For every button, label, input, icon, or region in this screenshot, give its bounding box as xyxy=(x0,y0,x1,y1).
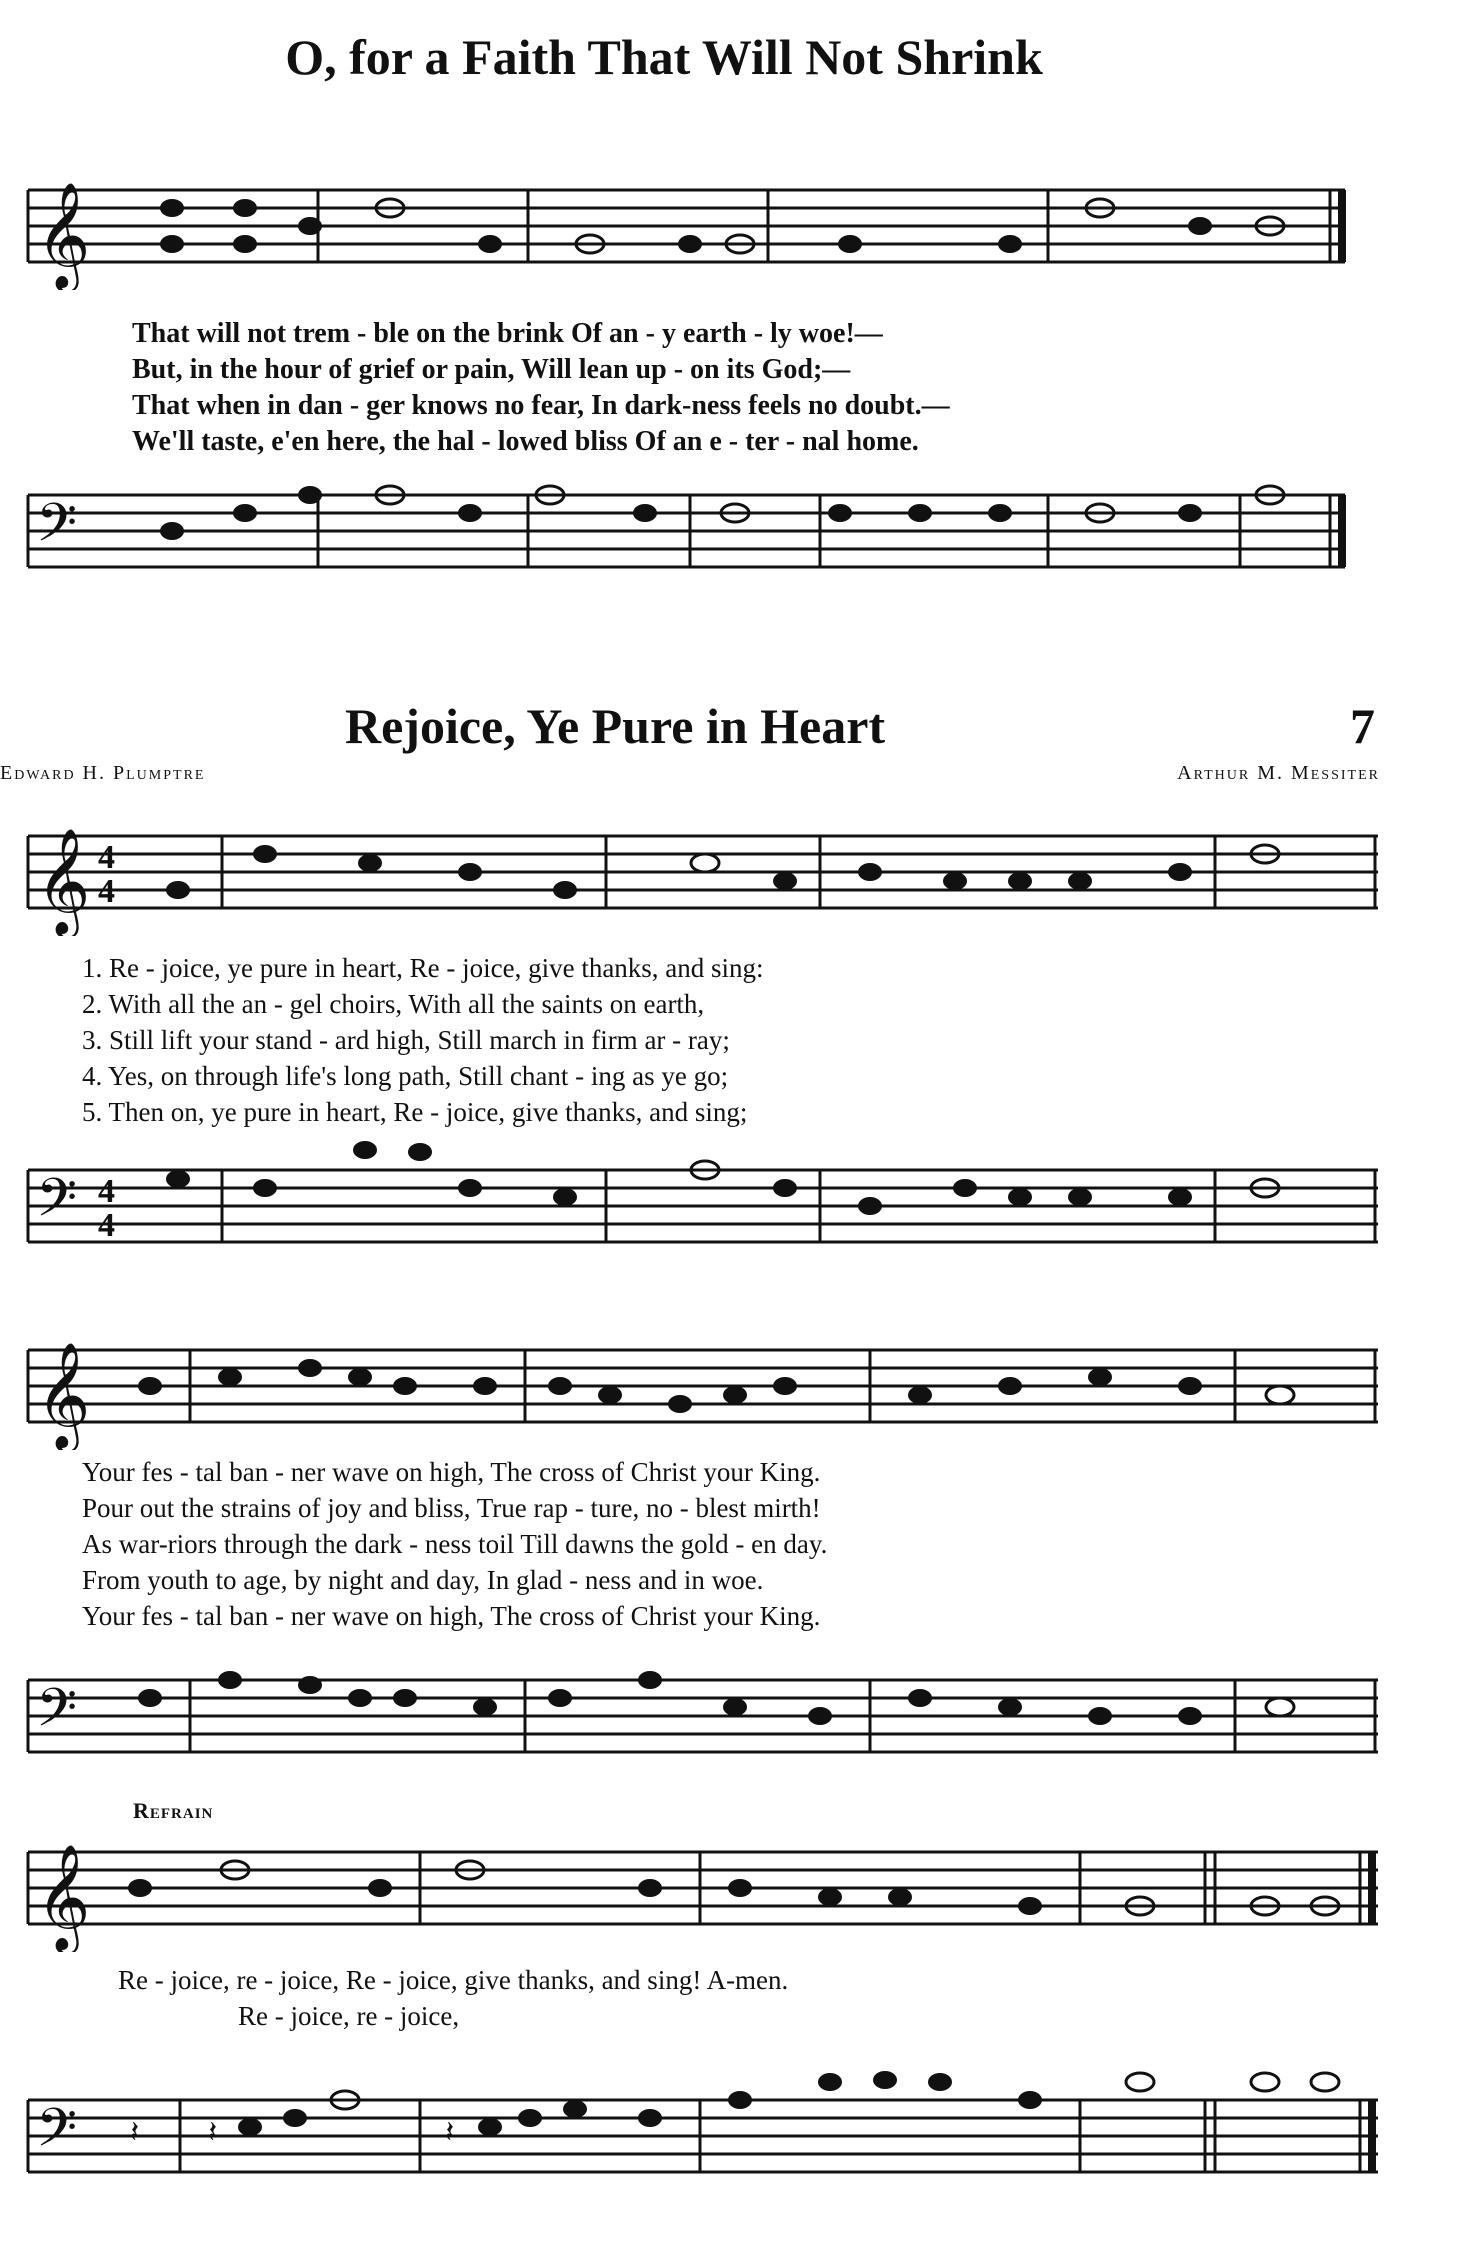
treble-staff-2 xyxy=(0,1330,1458,1450)
treble-staff-refrain xyxy=(0,1832,1458,1952)
svg-text:4: 4 xyxy=(98,1173,115,1210)
svg-text:𝄽: 𝄽 xyxy=(208,2115,218,2150)
hymn-top-title: O, for a Faith That Will Not Shrink xyxy=(285,29,1043,85)
author-credit: Edward H. Plumptre xyxy=(0,762,206,784)
refrain-line-2: Re - joice, re - joice, xyxy=(238,2001,460,2031)
verse-line: 2. With all the an - gel choirs, With all the saints on earth, xyxy=(82,989,705,1019)
verses-part-1 xyxy=(82,950,764,1130)
verse-line: 1. Re - joice, ye pure in heart, Re - joice, give thanks, and sing: xyxy=(82,953,764,983)
svg-text:𝄽: 𝄽 xyxy=(130,2115,140,2150)
verse-line: From youth to age, by night and day, In glad - ness and in woe. xyxy=(82,1565,764,1595)
lyric-line: But, in the hour of grief or pain, Will lean up - on its God;— xyxy=(132,354,851,385)
svg-text:𝄞: 𝄞 xyxy=(36,1341,91,1448)
svg-text:𝄞: 𝄞 xyxy=(36,1843,91,1950)
verse-line: As war-riors through the dark - ness toil Till dawns the gold - en day. xyxy=(82,1529,828,1559)
bass-staff-2 xyxy=(0,1640,1458,1780)
bass-staff-1 xyxy=(0,1130,1458,1270)
verse-line: Pour out the strains of joy and bliss, True rap - ture, no - blest mirth! xyxy=(82,1493,821,1523)
verse-line: Your fes - tal ban - ner wave on high, The cross of Christ your King. xyxy=(82,1457,821,1487)
svg-text:𝄢: 𝄢 xyxy=(36,2098,78,2172)
lyric-line: We'll taste, e'en here, the hal - lowed bliss Of an e - ter - nal home. xyxy=(132,426,919,457)
svg-text:𝄢: 𝄢 xyxy=(36,493,78,567)
hymn-top-lyrics xyxy=(132,316,950,460)
bass-staff-top xyxy=(0,475,1458,595)
svg-text:𝄽: 𝄽 xyxy=(445,2115,455,2150)
svg-text:𝄞: 𝄞 xyxy=(36,827,91,934)
treble-staff-1 xyxy=(0,816,1458,936)
bass-staff-refrain xyxy=(0,2060,1458,2200)
hymn-title: Rejoice, Ye Pure in Heart xyxy=(345,698,886,754)
verses-part-2 xyxy=(82,1454,827,1634)
lyric-line: That when in dan - ger knows no fear, In dark-ness feels no doubt.— xyxy=(132,390,950,421)
verse-line: Your fes - tal ban - ner wave on high, The cross of Christ your King. xyxy=(82,1601,821,1631)
svg-text:4: 4 xyxy=(98,873,115,910)
refrain-label: Refrain xyxy=(133,1798,214,1823)
lyric-line: That will not trem - ble on the brink Of an - y earth - ly woe!— xyxy=(132,318,883,349)
refrain-lyrics xyxy=(118,1962,788,2034)
svg-text:𝄢: 𝄢 xyxy=(36,1678,78,1752)
verse-line: 4. Yes, on through life's long path, Still chant - ing as ye go; xyxy=(82,1061,729,1091)
svg-text:4: 4 xyxy=(98,839,115,876)
hymn-number: 7 xyxy=(1350,698,1375,754)
composer-credit: Arthur M. Messiter xyxy=(1177,762,1380,784)
verse-line: 5. Then on, ye pure in heart, Re - joice, give thanks, and sing; xyxy=(82,1097,748,1127)
svg-text:𝄞: 𝄞 xyxy=(36,181,91,288)
svg-text:𝄢: 𝄢 xyxy=(36,1168,78,1242)
verse-line: 3. Still lift your stand - ard high, Still march in firm ar - ray; xyxy=(82,1025,730,1055)
treble-staff-top xyxy=(0,170,1458,290)
svg-text:4: 4 xyxy=(98,1207,115,1244)
refrain-line-1: Re - joice, re - joice, Re - joice, give thanks, and sing! A-men. xyxy=(118,1965,789,1995)
